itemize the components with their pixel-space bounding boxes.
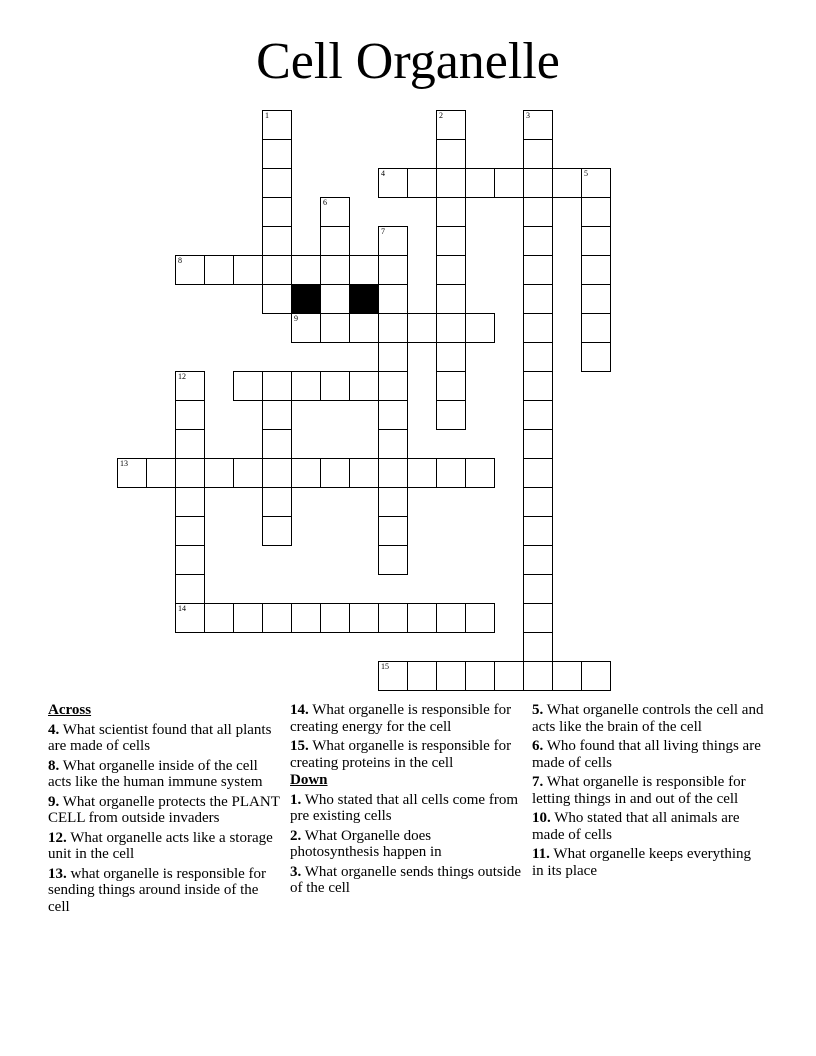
grid-cell[interactable] (407, 458, 437, 488)
grid-cell[interactable] (175, 487, 205, 517)
clue-number: 1 (265, 111, 269, 120)
grid-cell[interactable] (175, 545, 205, 575)
clue-item (48, 758, 280, 791)
clue-item (532, 738, 764, 771)
clue-number: 13 (120, 459, 128, 468)
clue-item-text: What organelle keeps everything in its place (532, 846, 751, 879)
grid-cell[interactable] (436, 603, 466, 633)
clue-item-text: What organelle is responsible for creating energy for the cell (290, 702, 512, 735)
clue-item (290, 792, 522, 825)
clue-number: 12 (178, 372, 186, 381)
grid-cell[interactable] (320, 603, 350, 633)
grid-cell[interactable] (436, 197, 466, 227)
grid-cell[interactable] (175, 371, 205, 401)
grid-cell[interactable] (581, 255, 611, 285)
down-clues-list-continued (532, 702, 764, 879)
clue-item-number: 4. (48, 721, 60, 738)
grid-cell[interactable] (378, 371, 408, 401)
grid-cell[interactable] (407, 168, 437, 198)
clue-item (532, 810, 764, 843)
grid-cell[interactable] (436, 139, 466, 169)
clue-item-text: What scientist found that all plants are made of cells (48, 721, 272, 754)
clue-number: 5 (584, 169, 588, 178)
grid-cell[interactable] (407, 603, 437, 633)
grid-cell[interactable] (436, 458, 466, 488)
grid-cell[interactable] (523, 487, 553, 517)
grid-cell[interactable] (436, 371, 466, 401)
clue-item-number: 3. (290, 863, 302, 880)
grid-cell[interactable] (378, 545, 408, 575)
grid-cell[interactable] (523, 168, 553, 198)
grid-cell[interactable] (581, 226, 611, 256)
clue-number: 14 (178, 604, 186, 613)
grid-cell[interactable] (465, 603, 495, 633)
grid-cell[interactable] (291, 255, 321, 285)
grid-cell[interactable] (175, 574, 205, 604)
grid-cell[interactable] (175, 400, 205, 430)
black-cell (349, 284, 379, 314)
grid-cell[interactable] (349, 313, 379, 343)
clue-number: 3 (526, 111, 530, 120)
grid-cell[interactable] (378, 284, 408, 314)
grid-cell[interactable] (262, 226, 292, 256)
grid-cell[interactable] (349, 371, 379, 401)
clue-item (290, 738, 522, 771)
grid-cell[interactable] (523, 458, 553, 488)
clue-item-text: what organelle is responsible for sending things around inside of the cell (48, 865, 267, 915)
clue-number: 6 (323, 198, 327, 207)
grid-cell[interactable] (436, 168, 466, 198)
clue-item-text: Who stated that all cells come from pre existing cells (290, 791, 518, 824)
grid-cell[interactable] (378, 342, 408, 372)
down-heading: Down (290, 772, 328, 788)
grid-cell[interactable] (262, 603, 292, 633)
grid-cell[interactable] (378, 487, 408, 517)
grid-cell[interactable] (523, 110, 553, 140)
grid-cell[interactable] (262, 255, 292, 285)
clue-number: 15 (381, 662, 389, 671)
grid-cell[interactable] (494, 661, 524, 691)
grid-cell[interactable] (175, 603, 205, 633)
clue-item-text: What organelle controls the cell and acts like the brain of the cell (532, 702, 764, 735)
clue-item-number: 2. (290, 827, 302, 844)
clue-number: 8 (178, 256, 182, 265)
clue-item-number: 10. (532, 810, 551, 826)
clue-column-3 (532, 702, 764, 882)
grid-cell[interactable] (291, 371, 321, 401)
grid-cell[interactable] (175, 458, 205, 488)
grid-cell[interactable] (378, 603, 408, 633)
clue-item-text: What Organelle does photosynthesis happen in (290, 827, 442, 860)
grid-cell[interactable] (320, 371, 350, 401)
grid-cell[interactable] (378, 168, 408, 198)
grid-cell[interactable] (291, 313, 321, 343)
grid-cell[interactable] (233, 371, 263, 401)
grid-cell[interactable] (320, 255, 350, 285)
black-cell (291, 284, 321, 314)
clue-item-number: 9. (48, 793, 60, 810)
grid-cell[interactable] (465, 661, 495, 691)
clue-item (532, 702, 764, 735)
clue-item-text: What organelle acts like a storage unit in the cell (48, 829, 273, 862)
grid-cell[interactable] (581, 284, 611, 314)
grid-cell[interactable] (494, 168, 524, 198)
grid-cell[interactable] (378, 255, 408, 285)
grid-cell[interactable] (436, 110, 466, 140)
grid-cell[interactable] (175, 255, 205, 285)
grid-cell[interactable] (436, 226, 466, 256)
clue-item-number: 7. (532, 774, 544, 790)
grid-cell[interactable] (523, 197, 553, 227)
grid-cell[interactable] (523, 313, 553, 343)
grid-cell[interactable] (262, 487, 292, 517)
clue-item-number: 13. (48, 865, 67, 882)
clue-item-number: 5. (532, 702, 544, 718)
grid-cell[interactable] (552, 661, 582, 691)
grid-cell[interactable] (436, 313, 466, 343)
grid-cell[interactable] (349, 603, 379, 633)
grid-cell[interactable] (523, 139, 553, 169)
grid-cell[interactable] (378, 516, 408, 546)
grid-cell[interactable] (262, 400, 292, 430)
grid-cell[interactable] (320, 226, 350, 256)
grid-cell[interactable] (204, 458, 234, 488)
grid-cell[interactable] (378, 429, 408, 459)
grid-cell[interactable] (581, 342, 611, 372)
clue-number: 2 (439, 111, 443, 120)
grid-cell[interactable] (262, 516, 292, 546)
grid-cell[interactable] (523, 400, 553, 430)
grid-cell[interactable] (291, 603, 321, 633)
down-clues-list (290, 792, 522, 897)
grid-cell[interactable] (523, 226, 553, 256)
clue-item-number: 14. (290, 702, 309, 718)
clue-item (290, 864, 522, 897)
grid-cell[interactable] (523, 255, 553, 285)
clue-item (48, 866, 280, 916)
grid-cell[interactable] (233, 458, 263, 488)
grid-cell[interactable] (465, 168, 495, 198)
clue-item-text: What organelle sends things outside of the cell (290, 863, 522, 896)
grid-cell[interactable] (436, 661, 466, 691)
grid-cell[interactable] (320, 458, 350, 488)
grid-cell[interactable] (349, 458, 379, 488)
across-heading: Across (48, 702, 92, 718)
grid-cell[interactable] (233, 603, 263, 633)
grid-cell[interactable] (523, 661, 553, 691)
grid-cell[interactable] (581, 313, 611, 343)
grid-cell[interactable] (262, 284, 292, 314)
clue-column-2 (290, 702, 522, 900)
grid-cell[interactable] (581, 661, 611, 691)
clue-number: 9 (294, 314, 298, 323)
grid-cell[interactable] (262, 429, 292, 459)
grid-cell[interactable] (175, 429, 205, 459)
grid-cell[interactable] (262, 168, 292, 198)
grid-cell[interactable] (552, 168, 582, 198)
page-title: Cell Organelle (256, 33, 560, 90)
clue-item (48, 830, 280, 863)
clue-item (532, 774, 764, 807)
grid-cell[interactable] (523, 429, 553, 459)
clue-item-text: What organelle protects the PLANT CELL from outside invaders (48, 793, 280, 826)
grid-cell[interactable] (436, 342, 466, 372)
grid-cell[interactable] (204, 255, 234, 285)
grid-cell[interactable] (523, 342, 553, 372)
grid-cell[interactable] (523, 603, 553, 633)
grid-cell[interactable] (320, 313, 350, 343)
grid-cell[interactable] (407, 313, 437, 343)
across-clues-list (48, 722, 280, 916)
clue-item (48, 722, 280, 755)
grid-cell[interactable] (436, 400, 466, 430)
grid-cell[interactable] (349, 255, 379, 285)
clue-item-number: 15. (290, 738, 309, 754)
grid-cell[interactable] (581, 197, 611, 227)
clue-item-number: 8. (48, 757, 60, 774)
clue-item-text: What organelle is responsible for creating proteins in the cell (290, 738, 512, 771)
clue-number: 4 (381, 169, 385, 178)
grid-cell[interactable] (436, 255, 466, 285)
grid-cell[interactable] (204, 603, 234, 633)
grid-cell[interactable] (262, 139, 292, 169)
grid-cell[interactable] (262, 110, 292, 140)
grid-cell[interactable] (320, 197, 350, 227)
clue-item-text: What organelle is responsible for letting things in and out of the cell (532, 774, 746, 807)
grid-cell[interactable] (465, 313, 495, 343)
grid-cell[interactable] (262, 458, 292, 488)
clue-item-number: 12. (48, 829, 67, 846)
grid-cell[interactable] (233, 255, 263, 285)
grid-cell[interactable] (523, 516, 553, 546)
clue-item (290, 828, 522, 861)
clue-item-text: Who found that all living things are made of cells (532, 738, 761, 771)
grid-cell[interactable] (436, 284, 466, 314)
clue-item-text: Who stated that all animals are made of cells (532, 810, 740, 843)
grid-cell[interactable] (523, 632, 553, 662)
grid-cell[interactable] (378, 458, 408, 488)
grid-cell[interactable] (262, 197, 292, 227)
grid-cell[interactable] (465, 458, 495, 488)
grid-cell[interactable] (523, 284, 553, 314)
grid-cell[interactable] (117, 458, 147, 488)
clue-column-1 (48, 702, 280, 918)
clue-item-text: What organelle inside of the cell acts like the human immune system (48, 757, 263, 790)
grid-cell[interactable] (378, 400, 408, 430)
clue-item (532, 846, 764, 879)
grid-cell[interactable] (407, 661, 437, 691)
clue-item-number: 11. (532, 846, 550, 862)
clue-item (48, 794, 280, 827)
grid-cell[interactable] (581, 168, 611, 198)
grid-cell[interactable] (523, 545, 553, 575)
grid-cell[interactable] (378, 661, 408, 691)
grid-cell[interactable] (146, 458, 176, 488)
clue-number: 7 (381, 227, 385, 236)
grid-cell[interactable] (262, 371, 292, 401)
grid-cell[interactable] (175, 516, 205, 546)
grid-cell[interactable] (291, 458, 321, 488)
grid-cell[interactable] (378, 313, 408, 343)
across-clues-list-continued (290, 702, 522, 771)
grid-cell[interactable] (378, 226, 408, 256)
clue-item-number: 6. (532, 738, 544, 754)
clue-item-number: 1. (290, 791, 302, 808)
grid-cell[interactable] (523, 371, 553, 401)
grid-cell[interactable] (523, 574, 553, 604)
clue-item (290, 702, 522, 735)
